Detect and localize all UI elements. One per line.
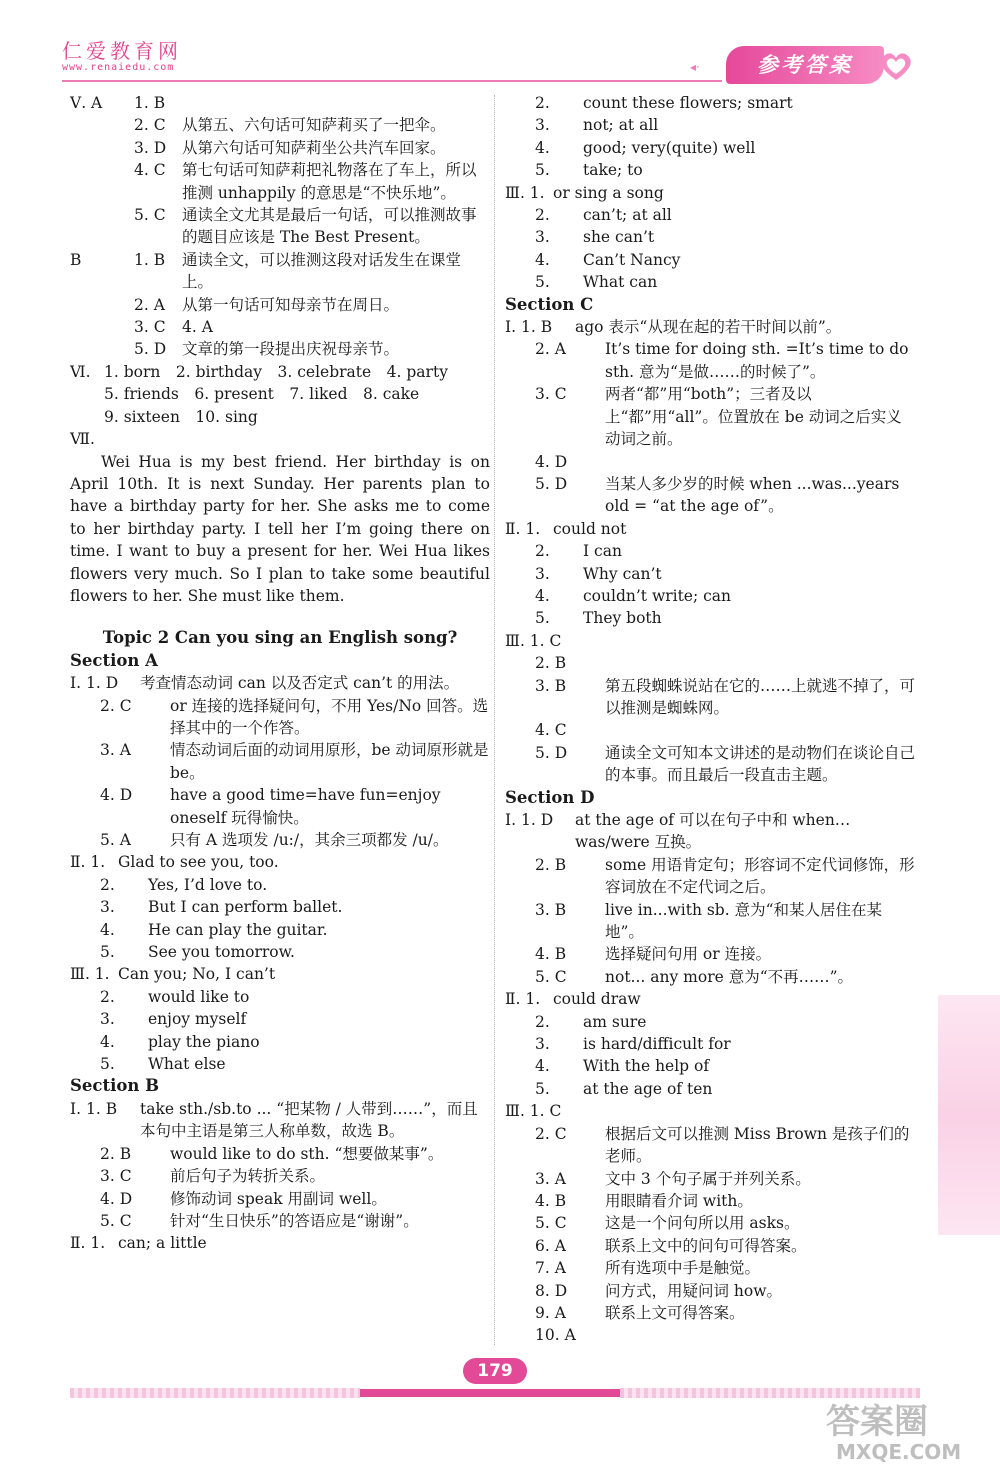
answer-text: live in...with sb. 意为“和某人居住在某地”。 [605, 900, 883, 942]
page-number: 179 [463, 1358, 527, 1384]
answer-row [505, 630, 915, 652]
answer-text: 修饰动词 speak 用副词 well。 [170, 1189, 387, 1208]
item-number: 5. D [535, 743, 568, 762]
item-number: Ⅲ. 1. C [505, 1102, 562, 1121]
item-number: 4. [535, 586, 550, 605]
answer-row [70, 1143, 490, 1165]
answer-row [505, 1011, 915, 1033]
answer-row [70, 986, 490, 1008]
brand-logo [62, 40, 182, 74]
section-d-exercise-i [505, 809, 915, 988]
item-number: 3. [535, 1035, 550, 1054]
item-number: 5. C [134, 206, 166, 225]
item-number: 5. C [535, 967, 567, 986]
item-number: 5. [100, 1055, 115, 1074]
answer-text: would like to do sth. “想要做某事”。 [170, 1144, 444, 1163]
item-number: 9. A [535, 1303, 566, 1322]
item-number: 2. [535, 206, 550, 225]
answer-line: 9. sixteen 10. sing [104, 407, 258, 426]
answer-row [505, 204, 915, 226]
answer-row [70, 851, 490, 873]
answer-row [70, 919, 490, 941]
answer-row [505, 607, 915, 629]
section-b-title: Section B [70, 1076, 160, 1096]
answer-row [70, 941, 490, 963]
item-number: 4. [100, 1032, 115, 1051]
header-decoration: ◂· [690, 60, 700, 74]
answer-text: enjoy myself [148, 1010, 247, 1029]
item-number: 2. C [134, 116, 166, 135]
watermark-logo [822, 1395, 997, 1463]
answer-text: It’s time for doing sth. =It’s time to do sth. 意为“是做……的时候了”。 [605, 340, 909, 381]
answer-row [505, 271, 915, 293]
answer-row [505, 1033, 915, 1055]
answer-text: have a good time=have fun=enjoy oneself 玩得愉快。 [170, 786, 441, 827]
answer-text: or 连接的选择疑问句，不用 Yes/No 回答。选择其中的一个作答。 [170, 696, 489, 737]
section-c-exercise-i [505, 316, 915, 518]
item-number: Ⅶ. [70, 430, 95, 449]
section-d-title: Section D [505, 787, 595, 807]
exercise-number: Ⅴ. A [70, 94, 103, 112]
answer-text: count these flowers; smart [583, 94, 793, 112]
item-number: 5. [535, 609, 550, 628]
answer-row [70, 1053, 490, 1075]
answer-row [505, 1123, 915, 1168]
answer-row [505, 966, 915, 988]
answer-row [505, 92, 915, 114]
footer-band-center [360, 1389, 620, 1397]
item-number: 3. [100, 898, 115, 917]
item-number: 4. D [535, 452, 568, 471]
answer-row [70, 1210, 490, 1232]
item-number: Ⅰ. 1. B [70, 1099, 118, 1118]
topic-title: Topic 2 Can you sing an English song? [102, 628, 458, 648]
item-number: 10. A [535, 1326, 576, 1345]
item-number: 5. [535, 161, 550, 180]
item-number: Ⅵ. [70, 362, 91, 381]
item-number: 3. B [535, 900, 567, 919]
answer-row [505, 182, 915, 204]
answer-row [505, 1212, 915, 1234]
answer-row [70, 1188, 490, 1210]
exercise-vi [70, 361, 490, 428]
answer-text: at the age of ten [583, 1079, 713, 1098]
answer-text: some 用语肯定句；形容词不定代词修饰，形容词放在不定代词之后。 [605, 855, 915, 897]
answer-row [505, 943, 915, 965]
item-number: 2. [535, 542, 550, 561]
answer-text: Glad to see you, too. [118, 853, 279, 872]
item-number: 2. C [535, 1124, 567, 1143]
answer-row [505, 719, 915, 741]
answer-text: 从第一句话可知母亲节在周日。 [182, 295, 400, 314]
answer-text: take; to [583, 161, 643, 180]
answer-text: can’t; at all [583, 206, 672, 225]
item-number: 2. B [100, 1144, 132, 1163]
exercise-vii [70, 428, 490, 607]
item-number: 4. D [100, 786, 133, 805]
answer-text: 4. A [182, 318, 213, 337]
item-number: 7. A [535, 1259, 566, 1278]
answer-text: she can’t [583, 228, 655, 247]
answer-row [70, 1098, 490, 1143]
answer-text: With the help of [583, 1057, 710, 1076]
answer-text: Yes, I’d love to. [148, 875, 268, 894]
item-number: 5. C [535, 1214, 567, 1233]
watermark-title: 答案圈 [826, 1402, 928, 1442]
answer-text: 第五段蜘蛛说站在它的……上就逃不掉了，可以推测是蜘蛛网。 [605, 676, 916, 717]
answer-text: can; a little [118, 1234, 207, 1253]
item-number: 5. D [535, 474, 568, 493]
answer-row [505, 899, 915, 944]
answer-row [70, 739, 490, 784]
answer-row [505, 338, 915, 383]
exercise-number: B [70, 250, 82, 269]
answer-text: 通读全文尤其是最后一句话，可以推测故事的题目应该是 The Best Present。 [182, 206, 477, 247]
answer-row [70, 159, 490, 204]
left-column [70, 92, 490, 1255]
item-number: 2. [535, 1012, 550, 1031]
section-a-exercise-ii [70, 851, 490, 963]
item-number: Ⅱ. 1. [505, 519, 541, 538]
answer-row [70, 204, 490, 249]
section-b-exercise-iii [505, 182, 915, 294]
answer-row [70, 829, 490, 851]
answer-text: 情态动词后面的动词用原形，be 动词原形就是 be。 [170, 741, 489, 782]
answer-row [505, 1235, 915, 1257]
answer-text: Can’t Nancy [583, 250, 681, 269]
item-number: 6. A [535, 1236, 566, 1255]
answer-text: good; very(quite) well [583, 138, 756, 157]
answer-row [505, 540, 915, 562]
exercise-v [70, 92, 490, 361]
item-number: 3. C [100, 1167, 132, 1186]
item-number: Ⅱ. 1. [70, 853, 106, 872]
answer-row [505, 226, 915, 248]
item-number: 1. B [134, 250, 166, 269]
answer-text: 选择疑问句用 or 连接。 [605, 945, 772, 964]
answer-text: 通读全文可知本文讲述的是动物们在谈论自己的本事。而且最后一段直击主题。 [605, 743, 916, 785]
sample-composition: Wei Hua is my best friend. Her birthday is on April 10th. It is next Sunday. Her parents plan to have a birthday party for her. She asks me to come to her birthday party. I tell her I’m going there on time. I want to buy a present for her. Wei Hua likes flowers very much. So I plan to take some beautiful flowers to her. She must like them. [70, 452, 490, 605]
section-c-title: Section C [505, 294, 594, 314]
answer-row [70, 114, 490, 136]
section-tab: 参考答案 [726, 46, 884, 84]
answer-text: 联系上文中的问句可得答案。 [605, 1236, 807, 1255]
answer-text: 两者“都”用“both”；三者及以上“都”用“all”。位置放在 be 动词之后实义动词之前。 [605, 385, 902, 449]
item-number: 3. A [100, 741, 131, 760]
answer-text: couldn’t write; can [583, 586, 732, 605]
answer-row [505, 518, 915, 540]
answer-text: Can you; No, I can’t [118, 965, 276, 984]
answer-row [505, 675, 915, 720]
answer-row [70, 1031, 490, 1053]
answer-text: I can [583, 542, 622, 561]
item-number: Ⅲ. 1. [70, 965, 110, 984]
answer-text: He can play the guitar. [148, 920, 328, 939]
answer-row [505, 1168, 915, 1190]
answer-row [70, 294, 490, 316]
item-number: 4. [100, 920, 115, 939]
answer-row [70, 1232, 490, 1254]
section-b-exercise-i [70, 1098, 490, 1232]
answer-text: See you tomorrow. [148, 943, 295, 962]
answer-row [505, 1302, 915, 1324]
answer-text: 文中 3 个句子属于并列关系。 [605, 1169, 811, 1188]
answer-text: Why can’t [583, 564, 662, 583]
item-number: 8. D [535, 1281, 568, 1300]
answer-text: would like to [148, 987, 250, 1006]
answer-text: could draw [553, 990, 641, 1009]
answer-row [505, 249, 915, 271]
answer-row [505, 1078, 915, 1100]
answer-row [70, 784, 490, 829]
item-number: Ⅲ. 1. [505, 183, 545, 202]
section-d-exercise-iii [505, 1100, 915, 1346]
answer-text: 从第六句话可知萨莉坐公共汽车回家。 [182, 138, 446, 157]
section-a-title: Section A [70, 650, 158, 670]
answer-row [70, 92, 490, 114]
item-number: 4. [535, 1057, 550, 1076]
item-number: Ⅰ. 1. B [505, 318, 553, 337]
answer-row [505, 652, 915, 674]
item-number: 5. [100, 943, 115, 962]
answer-row [70, 896, 490, 918]
answer-row [505, 809, 915, 854]
answer-row [505, 1055, 915, 1077]
answer-row [505, 316, 915, 338]
item-number: 2. B [535, 855, 567, 874]
section-b-exercise-ii-continued [505, 92, 915, 182]
section-a-exercise-iii [70, 963, 490, 1075]
answer-text: 第七句话可知萨莉把礼物落在了车上，所以推测 unhappily 的意思是“不快乐地”。 [182, 161, 477, 202]
answer-text: could not [553, 519, 627, 538]
answer-row [505, 1257, 915, 1279]
answer-row [70, 672, 490, 694]
answer-text: What else [148, 1055, 226, 1074]
item-number: 2. C [100, 696, 132, 715]
answer-row [70, 316, 490, 338]
answer-row [505, 383, 915, 450]
answer-row [505, 114, 915, 136]
brand-name: 仁爱教育网 [62, 39, 182, 63]
answer-text: at the age of 可以在句子中和 when…was/were 互换。 [575, 811, 851, 852]
answer-row [505, 854, 915, 899]
answer-text: play the piano [148, 1032, 260, 1051]
watermark-url: MXQE.COM [836, 1440, 962, 1463]
answer-row [505, 988, 915, 1010]
item-number: 3. A [535, 1169, 566, 1188]
item-number: 2. [535, 94, 550, 112]
footer-band-left [70, 1388, 360, 1398]
item-number: 5. D [134, 340, 167, 359]
item-number: 2. [100, 875, 115, 894]
item-number: 3. [535, 564, 550, 583]
item-number: 2. A [535, 340, 566, 359]
item-number: 5. [535, 273, 550, 292]
answer-text: or sing a song [553, 183, 664, 202]
item-number: 3. [100, 1010, 115, 1029]
section-a-exercise-i [70, 672, 490, 851]
answer-text: 针对“生日快乐”的答语应是“谢谢”。 [170, 1211, 419, 1230]
item-number: 4. B [535, 1191, 567, 1210]
answer-row [70, 963, 490, 985]
answer-row [70, 137, 490, 159]
answer-row [70, 249, 490, 294]
item-number: 5. A [100, 831, 131, 849]
answer-text: not... any more 意为“不再……”。 [605, 967, 854, 986]
side-decoration [938, 995, 1000, 1235]
item-number: 3. C [535, 385, 567, 404]
answer-text: 根据后文可以推测 Miss Brown 是孩子们的老师。 [605, 1124, 910, 1166]
answer-row [505, 451, 915, 473]
column-divider [494, 95, 496, 1345]
answer-text: 所有选项中手是触觉。 [605, 1259, 761, 1278]
answer-text: 从第五、六句话可知萨莉买了一把伞。 [182, 116, 446, 135]
item-number: 1. B [134, 94, 166, 112]
page-number-badge [440, 1356, 550, 1386]
right-column [505, 92, 915, 1347]
answer-text: 联系上文可得答案。 [605, 1303, 745, 1322]
answer-text: is hard/difficult for [583, 1035, 731, 1054]
item-number: 4. [535, 138, 550, 157]
item-number: 4. C [535, 721, 567, 740]
item-number: 3. [535, 116, 550, 135]
answer-row [505, 1100, 915, 1122]
item-number: 4. B [535, 945, 567, 964]
answer-text: 这是一个问句所以用 asks。 [605, 1214, 800, 1233]
heart-icon [876, 46, 916, 86]
item-number: 3. D [134, 138, 167, 157]
item-number: 4. [535, 250, 550, 269]
section-c-exercise-ii [505, 518, 915, 630]
answer-row [505, 473, 915, 518]
answer-line: 5. friends 6. present 7. liked 8. cake [104, 385, 420, 404]
item-number: Ⅲ. 1. C [505, 631, 562, 650]
item-number: 2. B [535, 654, 567, 673]
answer-row [505, 585, 915, 607]
section-c-exercise-iii [505, 630, 915, 787]
answer-row [70, 1165, 490, 1187]
section-d-exercise-ii [505, 988, 915, 1100]
answer-text: But I can perform ballet. [148, 898, 343, 917]
answer-row [70, 695, 490, 740]
answer-row [505, 742, 915, 787]
brand-url: www.renaiedu.com [62, 62, 175, 73]
answer-row [70, 1008, 490, 1030]
answer-row [505, 137, 915, 159]
answer-text: 用眼睛看介词 with。 [605, 1191, 753, 1210]
answer-row [505, 1324, 915, 1346]
item-number: 2. [100, 987, 115, 1006]
item-number: 5. [535, 1079, 550, 1098]
answer-text: 前后句子为转折关系。 [170, 1167, 326, 1186]
answer-text: What can [583, 273, 658, 292]
item-number: Ⅰ. 1. D [505, 811, 554, 829]
item-number: Ⅱ. 1. [505, 990, 541, 1009]
header-rule [62, 80, 722, 82]
answer-row [505, 563, 915, 585]
answer-text: 通读全文，可以推测这段对话发生在课堂上。 [182, 250, 462, 292]
item-number: 3. B [535, 676, 567, 695]
item-number: 3. [535, 228, 550, 247]
answer-text: not; at all [583, 116, 659, 135]
item-number: 5. C [100, 1211, 132, 1230]
answer-text: take sth./sb.to ... “把某物 / 人带到……”，而且本句中主语是第三人称单数，故选 B。 [140, 1099, 478, 1141]
answer-text: They both [583, 609, 662, 628]
answer-text: ago 表示“从现在起的若干时间以前”。 [575, 318, 842, 337]
item-number: 4. D [100, 1189, 133, 1208]
answer-text: 只有 A 选项发 /u:/，其余三项都发 /u/。 [170, 831, 449, 849]
answer-row [70, 338, 490, 360]
item-number: 4. C [134, 161, 166, 180]
item-number: 2. A [134, 295, 165, 314]
answer-text: am sure [583, 1012, 647, 1031]
item-number: 3. C [134, 318, 166, 337]
answer-row [70, 874, 490, 896]
answer-row [505, 159, 915, 181]
answer-text: 考查情态动词 can 以及否定式 can’t 的用法。 [140, 674, 460, 693]
answer-row [505, 1280, 915, 1302]
item-number: Ⅱ. 1. [70, 1234, 106, 1253]
answer-text: 问方式，用疑问词 how。 [605, 1281, 783, 1300]
answer-row [505, 1190, 915, 1212]
answer-text: 当某人多少岁的时候 when ...was...years old = “at the age of”。 [605, 474, 900, 516]
answer-line: 1. born 2. birthday 3. celebrate 4. party [104, 362, 448, 381]
item-number: Ⅰ. 1. D [70, 674, 119, 693]
answer-text: 文章的第一段提出庆祝母亲节。 [182, 340, 400, 359]
